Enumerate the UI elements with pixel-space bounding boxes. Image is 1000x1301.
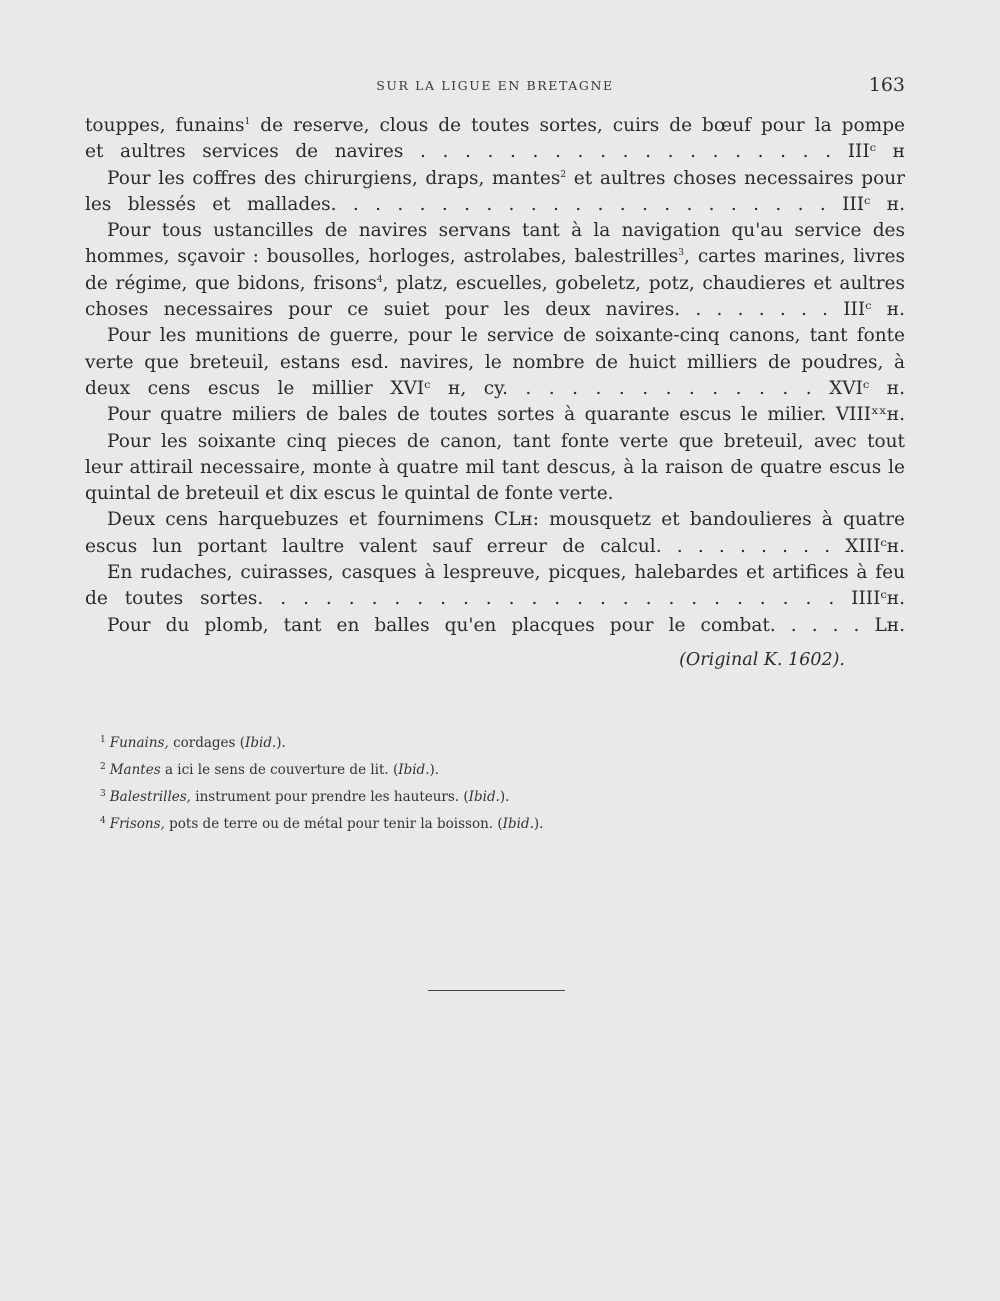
text-line: Pour les coffres des chirurgiens, draps, mantes$^2$ et aultres choses necessaires pour: [107, 167, 905, 189]
footnote-text: cordages (: [168, 735, 246, 751]
footnote-end: ).: [533, 816, 544, 832]
text-line: escus lun portant laultre valent sauf erreur de calcul. . . . . . . . . XIIIᶜʜ.: [85, 535, 905, 557]
text-line: touppes, funains$^1$ de reserve, clous de toutes sortes, cuirs de bœuf pour la pompe: [85, 115, 905, 136]
text-line: leur attirail necessaire, monte à quatre mil tant descus, à la raison de quatre escus le: [85, 456, 905, 478]
paragraph-list: [85, 113, 905, 639]
text-line: Deux cens harquebuzes et fournimens CLʜ: mousquetz et bandoulieres à quatre: [107, 509, 905, 531]
running-head: SUR LA LIGUE EN BRETAGNE: [376, 78, 614, 93]
footnote-text: pots de terre ou de métal pour tenir la boisson. (: [164, 816, 503, 832]
footnote-text: instrument pour prendre les hauteurs. (: [190, 789, 469, 805]
text-line: les blessés et mallades. . . . . . . . . . . . . . . . . . . . . . . IIIᶜ ʜ.: [85, 193, 905, 215]
footnote-number: 2: [100, 762, 106, 772]
footnote-term: Balestrilles,: [109, 789, 191, 805]
text-line: Pour les munitions de guerre, pour le service de soixante-cinq canons, tant fonte: [107, 325, 905, 347]
text-line: deux cens escus le millier XVIᶜ ʜ, cy. . . . . . . . . . . . . . XVIᶜ ʜ.: [85, 377, 905, 399]
footnote-ibid: Ibid.: [398, 762, 430, 778]
footnotes: [100, 728, 800, 836]
main-text: [85, 113, 905, 673]
text-line: Pour les soixante cinq pieces de canon, tant fonte verte que breteuil, avec tout: [107, 430, 905, 452]
source-reference: (Original K. 1602).: [679, 649, 845, 670]
footnote-end: ).: [429, 762, 440, 778]
footnote: [100, 809, 800, 836]
footnote-ibid: Ibid.: [502, 816, 534, 832]
text-line: Pour tous ustancilles de navires servans tant à la navigation qu'au service des: [107, 220, 905, 242]
footnote-ibid: Ibid.: [468, 789, 500, 805]
footnote-end: ).: [276, 735, 286, 751]
footnote-term: Frisons,: [109, 816, 165, 832]
footnote-number: 3: [100, 789, 106, 799]
text-line: choses necessaires pour ce suiet pour les deux navires. . . . . . . . IIIᶜ ʜ.: [85, 299, 905, 321]
text-line: de toutes sortes. . . . . . . . . . . . . . . . . . . . . . . . . . IIIIᶜʜ.: [85, 588, 905, 610]
footnote-text: a ici le sens de couverture de lit. (: [160, 762, 399, 778]
text-line: et aultres services de navires . . . . . . . . . . . . . . . . . . . IIIᶜ ʜ: [85, 141, 905, 163]
footnote-ibid: Ibid.: [245, 735, 277, 751]
footnote-number: 4: [100, 816, 106, 826]
text-line: Pour du plomb, tant en balles qu'en placques pour le combat. . . . . Lʜ.: [107, 614, 905, 636]
footnote-number: 1: [100, 735, 106, 745]
footnote-term: Funains,: [109, 735, 169, 751]
footnote: [100, 782, 800, 809]
footnote-end: ).: [499, 789, 510, 805]
text-line: de régime, que bidons, frisons$^4$, platz, escuelles, gobeletz, potz, chaudieres et aultres: [85, 272, 906, 294]
text-line: Pour quatre miliers de bales de toutes sortes à quarante escus le milier. VIIIˣˣʜ.: [107, 404, 905, 426]
footnote: [100, 728, 800, 755]
page-number: 163: [868, 74, 905, 96]
page-header: [85, 76, 905, 100]
footnote: [100, 755, 800, 782]
text-line: quintal de breteuil et dix escus le quintal de fonte verte.: [85, 483, 614, 505]
text-line: hommes, sçavoir : bousolles, horloges, astrolabes, balestrilles$^3$, cartes marines, livres: [85, 246, 905, 268]
text-line: En rudaches, cuirasses, casques à lespreuve, picques, halebardes et artifices à feu: [107, 562, 905, 584]
text-line: verte que breteuil, estans esd. navires, le nombre de huict milliers de poudres, à: [85, 351, 905, 373]
footnote-list: [100, 728, 800, 836]
closing-rule: [428, 990, 565, 991]
footnote-term: Mantes: [109, 762, 161, 778]
